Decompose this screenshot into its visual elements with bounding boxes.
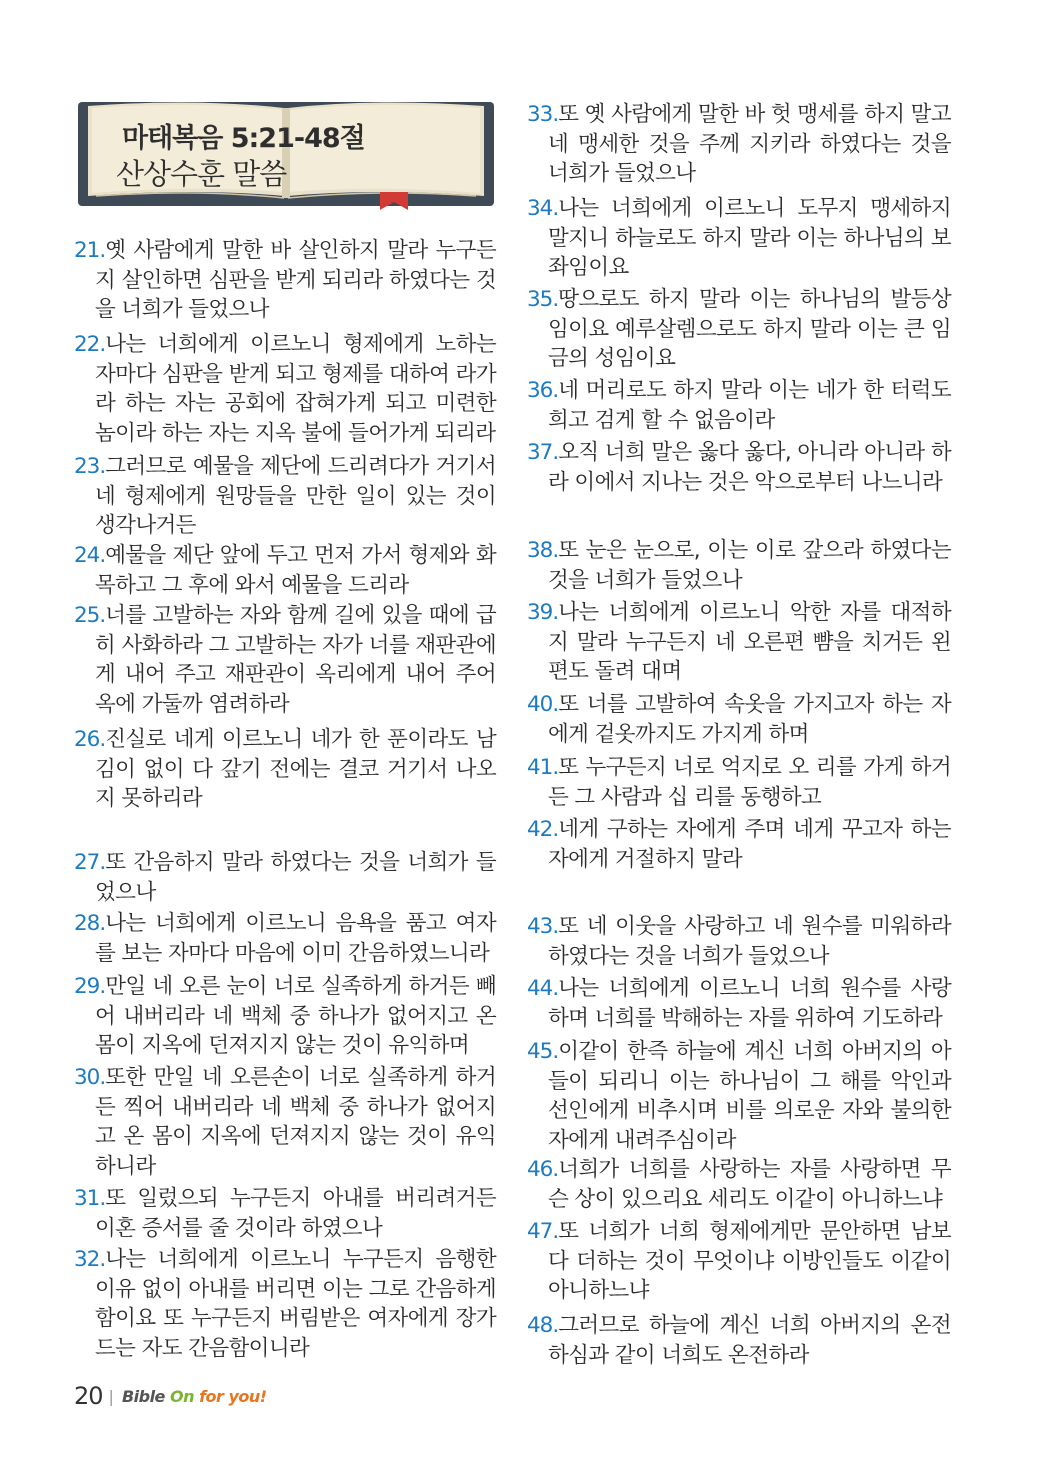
verse-40 — [527, 690, 951, 749]
verse-number: 45. — [527, 1039, 559, 1064]
verse-number: 25. — [74, 603, 106, 628]
verse-30 — [74, 1063, 496, 1181]
verse-text: 진실로 네게 이르노니 네가 한 푼이라도 남김이 없이 다 갚기 전에는 결코 거기서 나오지 못하리라 — [95, 727, 496, 812]
verse-text: 또 너를 고발하여 속옷을 가지고자 하는 자에게 겉옷까지도 가지게 하며 — [548, 692, 951, 747]
verse-number: 31. — [74, 1186, 106, 1211]
verse-33 — [527, 100, 951, 189]
verse-number: 35. — [527, 287, 559, 312]
verse-27 — [74, 848, 496, 907]
verse-text: 나는 너희에게 이르노니 형제에게 노하는 자마다 심판을 받게 되고 형제를 대하여 라가라 하는 자는 공회에 잡혀가게 되고 미련한 놈이라 하는 자는 지옥 불에 들어가게 되리라 — [95, 332, 496, 446]
verse-48 — [527, 1311, 951, 1370]
verse-26 — [74, 725, 496, 814]
verse-text: 네게 구하는 자에게 주며 네게 꾸고자 하는 자에게 거절하지 말라 — [548, 817, 951, 872]
verse-number: 33. — [527, 102, 559, 127]
verse-22 — [74, 330, 496, 448]
verse-text: 나는 너희에게 이르노니 도무지 맹세하지 말지니 하늘로도 하지 말라 이는 하나님의 보좌임이요 — [548, 196, 951, 281]
verse-text: 오직 너희 말은 옳다 옳다, 아니라 아니라 하라 이에서 지나는 것은 악으로부터 나느니라 — [548, 440, 951, 495]
verse-32 — [74, 1245, 496, 1363]
verse-text: 또 옛 사람에게 말한 바 헛 맹세를 하지 말고 네 맹세한 것을 주께 지키라 하였다는 것을 너희가 들었으나 — [548, 102, 951, 187]
verse-number: 21. — [74, 238, 106, 263]
verse-number: 36. — [527, 378, 559, 403]
verse-number: 48. — [527, 1313, 559, 1338]
verse-number: 40. — [527, 692, 559, 717]
verse-text: 또 간음하지 말라 하였다는 것을 너희가 들었으나 — [95, 850, 496, 905]
verse-25 — [74, 601, 496, 719]
verse-number: 39. — [527, 600, 559, 625]
verse-text: 또 눈은 눈으로, 이는 이로 갚으라 하였다는 것을 너희가 들었으나 — [548, 538, 951, 593]
page-number: 20 — [74, 1382, 103, 1410]
verse-text: 만일 네 오른 눈이 너로 실족하게 하거든 빼어 내버리라 네 백체 중 하나가 없어지고 온 몸이 지옥에 던져지지 않는 것이 유익하며 — [95, 974, 496, 1059]
verse-28 — [74, 909, 496, 968]
verse-number: 29. — [74, 974, 106, 999]
verse-31 — [74, 1184, 496, 1243]
verse-text: 너를 고발하는 자와 함께 길에 있을 때에 급히 사화하라 그 고발하는 자가 너를 재판관에게 내어 주고 재판관이 옥리에게 내어 주어 옥에 가둘까 염려하라 — [95, 603, 496, 717]
brand-on: On — [169, 1386, 194, 1406]
verse-44 — [527, 974, 951, 1033]
verse-number: 47. — [527, 1219, 559, 1244]
verse-number: 42. — [527, 817, 559, 842]
verse-number: 38. — [527, 538, 559, 563]
verse-43 — [527, 912, 951, 971]
verse-39 — [527, 598, 951, 687]
verse-number: 34. — [527, 196, 559, 221]
verse-21 — [74, 236, 496, 325]
verse-number: 22. — [74, 332, 106, 357]
verse-36 — [527, 376, 951, 435]
brand-logo — [122, 1387, 267, 1406]
verse-text: 옛 사람에게 말한 바 살인하지 말라 누구든지 살인하면 심판을 받게 되리라 하였다는 것을 너희가 들었으나 — [95, 238, 496, 323]
verse-29 — [74, 972, 496, 1061]
verse-text: 나는 너희에게 이르노니 너희 원수를 사랑하며 너희를 박해하는 자를 위하여 기도하라 — [548, 976, 951, 1031]
verse-text: 나는 너희에게 이르노니 누구든지 음행한 이유 없이 아내를 버리면 이는 그로 간음하게 함이요 또 누구든지 버림받은 여자에게 장가 드는 자도 간음함이니라 — [95, 1247, 496, 1361]
verse-text: 땅으로도 하지 말라 이는 하나님의 발등상임이요 예루살렘으로도 하지 말라 이는 큰 임금의 성임이요 — [548, 287, 951, 372]
page-title: 마태복음 5:21-48절 — [122, 123, 365, 154]
verse-24 — [74, 541, 496, 600]
verse-text: 너희가 너희를 사랑하는 자를 사랑하면 무슨 상이 있으리요 세리도 이같이 아니하느냐 — [548, 1157, 951, 1212]
verse-text: 나는 너희에게 이르노니 악한 자를 대적하지 말라 누구든지 네 오른편 뺨을 치거든 왼편도 돌려 대며 — [548, 600, 951, 685]
verse-number: 37. — [527, 440, 559, 465]
verse-number: 41. — [527, 755, 559, 780]
verse-text: 네 머리로도 하지 말라 이는 네가 한 터럭도 희고 검게 할 수 없음이라 — [548, 378, 951, 433]
verse-38 — [527, 536, 951, 595]
verse-47 — [527, 1217, 951, 1306]
verse-45 — [527, 1037, 951, 1155]
verse-23 — [74, 452, 496, 541]
brand-foryou: for you! — [199, 1386, 267, 1406]
verse-number: 26. — [74, 727, 106, 752]
verse-number: 43. — [527, 914, 559, 939]
verse-42 — [527, 815, 951, 874]
verse-text: 예물을 제단 앞에 두고 먼저 가서 형제와 화목하고 그 후에 와서 예물을 드리라 — [95, 543, 496, 598]
verse-text: 또 네 이웃을 사랑하고 네 원수를 미워하라 하였다는 것을 너희가 들었으나 — [548, 914, 951, 969]
verse-number: 27. — [74, 850, 106, 875]
verse-text: 그러므로 하늘에 계신 너희 아버지의 온전하심과 같이 너희도 온전하라 — [548, 1313, 951, 1368]
brand-bible: Bible — [121, 1386, 165, 1406]
verse-number: 44. — [527, 976, 559, 1001]
verse-number: 23. — [74, 454, 106, 479]
page-subtitle: 산상수훈 말씀 — [116, 157, 287, 191]
verse-34 — [527, 194, 951, 283]
verse-41 — [527, 753, 951, 812]
verse-text: 또 일렀으되 누구든지 아내를 버리려거든 이혼 증서를 줄 것이라 하였으나 — [95, 1186, 496, 1241]
footer-separator: | — [108, 1386, 114, 1406]
verse-text: 또 너희가 너희 형제에게만 문안하면 남보다 더하는 것이 무엇이냐 이방인들도 이같이 아니하느냐 — [548, 1219, 951, 1304]
verse-text: 또 누구든지 너로 억지로 오 리를 가게 하거든 그 사람과 십 리를 동행하고 — [548, 755, 951, 810]
verse-number: 32. — [74, 1247, 106, 1272]
verse-text: 나는 너희에게 이르노니 음욕을 품고 여자를 보는 자마다 마음에 이미 간음하였느니라 — [95, 911, 496, 966]
verse-number: 24. — [74, 543, 106, 568]
verse-35 — [527, 285, 951, 374]
verse-37 — [527, 438, 951, 497]
verse-text: 이같이 한즉 하늘에 계신 너희 아버지의 아들이 되리니 이는 하나님이 그 해를 악인과 선인에게 비추시며 비를 의로운 자와 불의한 자에게 내려주심이라 — [548, 1039, 951, 1153]
verse-number: 30. — [74, 1065, 106, 1090]
verse-text: 그러므로 예물을 제단에 드리려다가 거기서 네 형제에게 원망들을 만한 일이 있는 것이 생각나거든 — [95, 454, 496, 539]
verse-number: 28. — [74, 911, 106, 936]
verse-number: 46. — [527, 1157, 559, 1182]
verse-46 — [527, 1155, 951, 1214]
verse-text: 또한 만일 네 오른손이 너로 실족하게 하거든 찍어 내버리라 네 백체 중 하나가 없어지고 온 몸이 지옥에 던져지지 않는 것이 유익하니라 — [95, 1065, 496, 1179]
page-footer — [74, 1381, 267, 1411]
